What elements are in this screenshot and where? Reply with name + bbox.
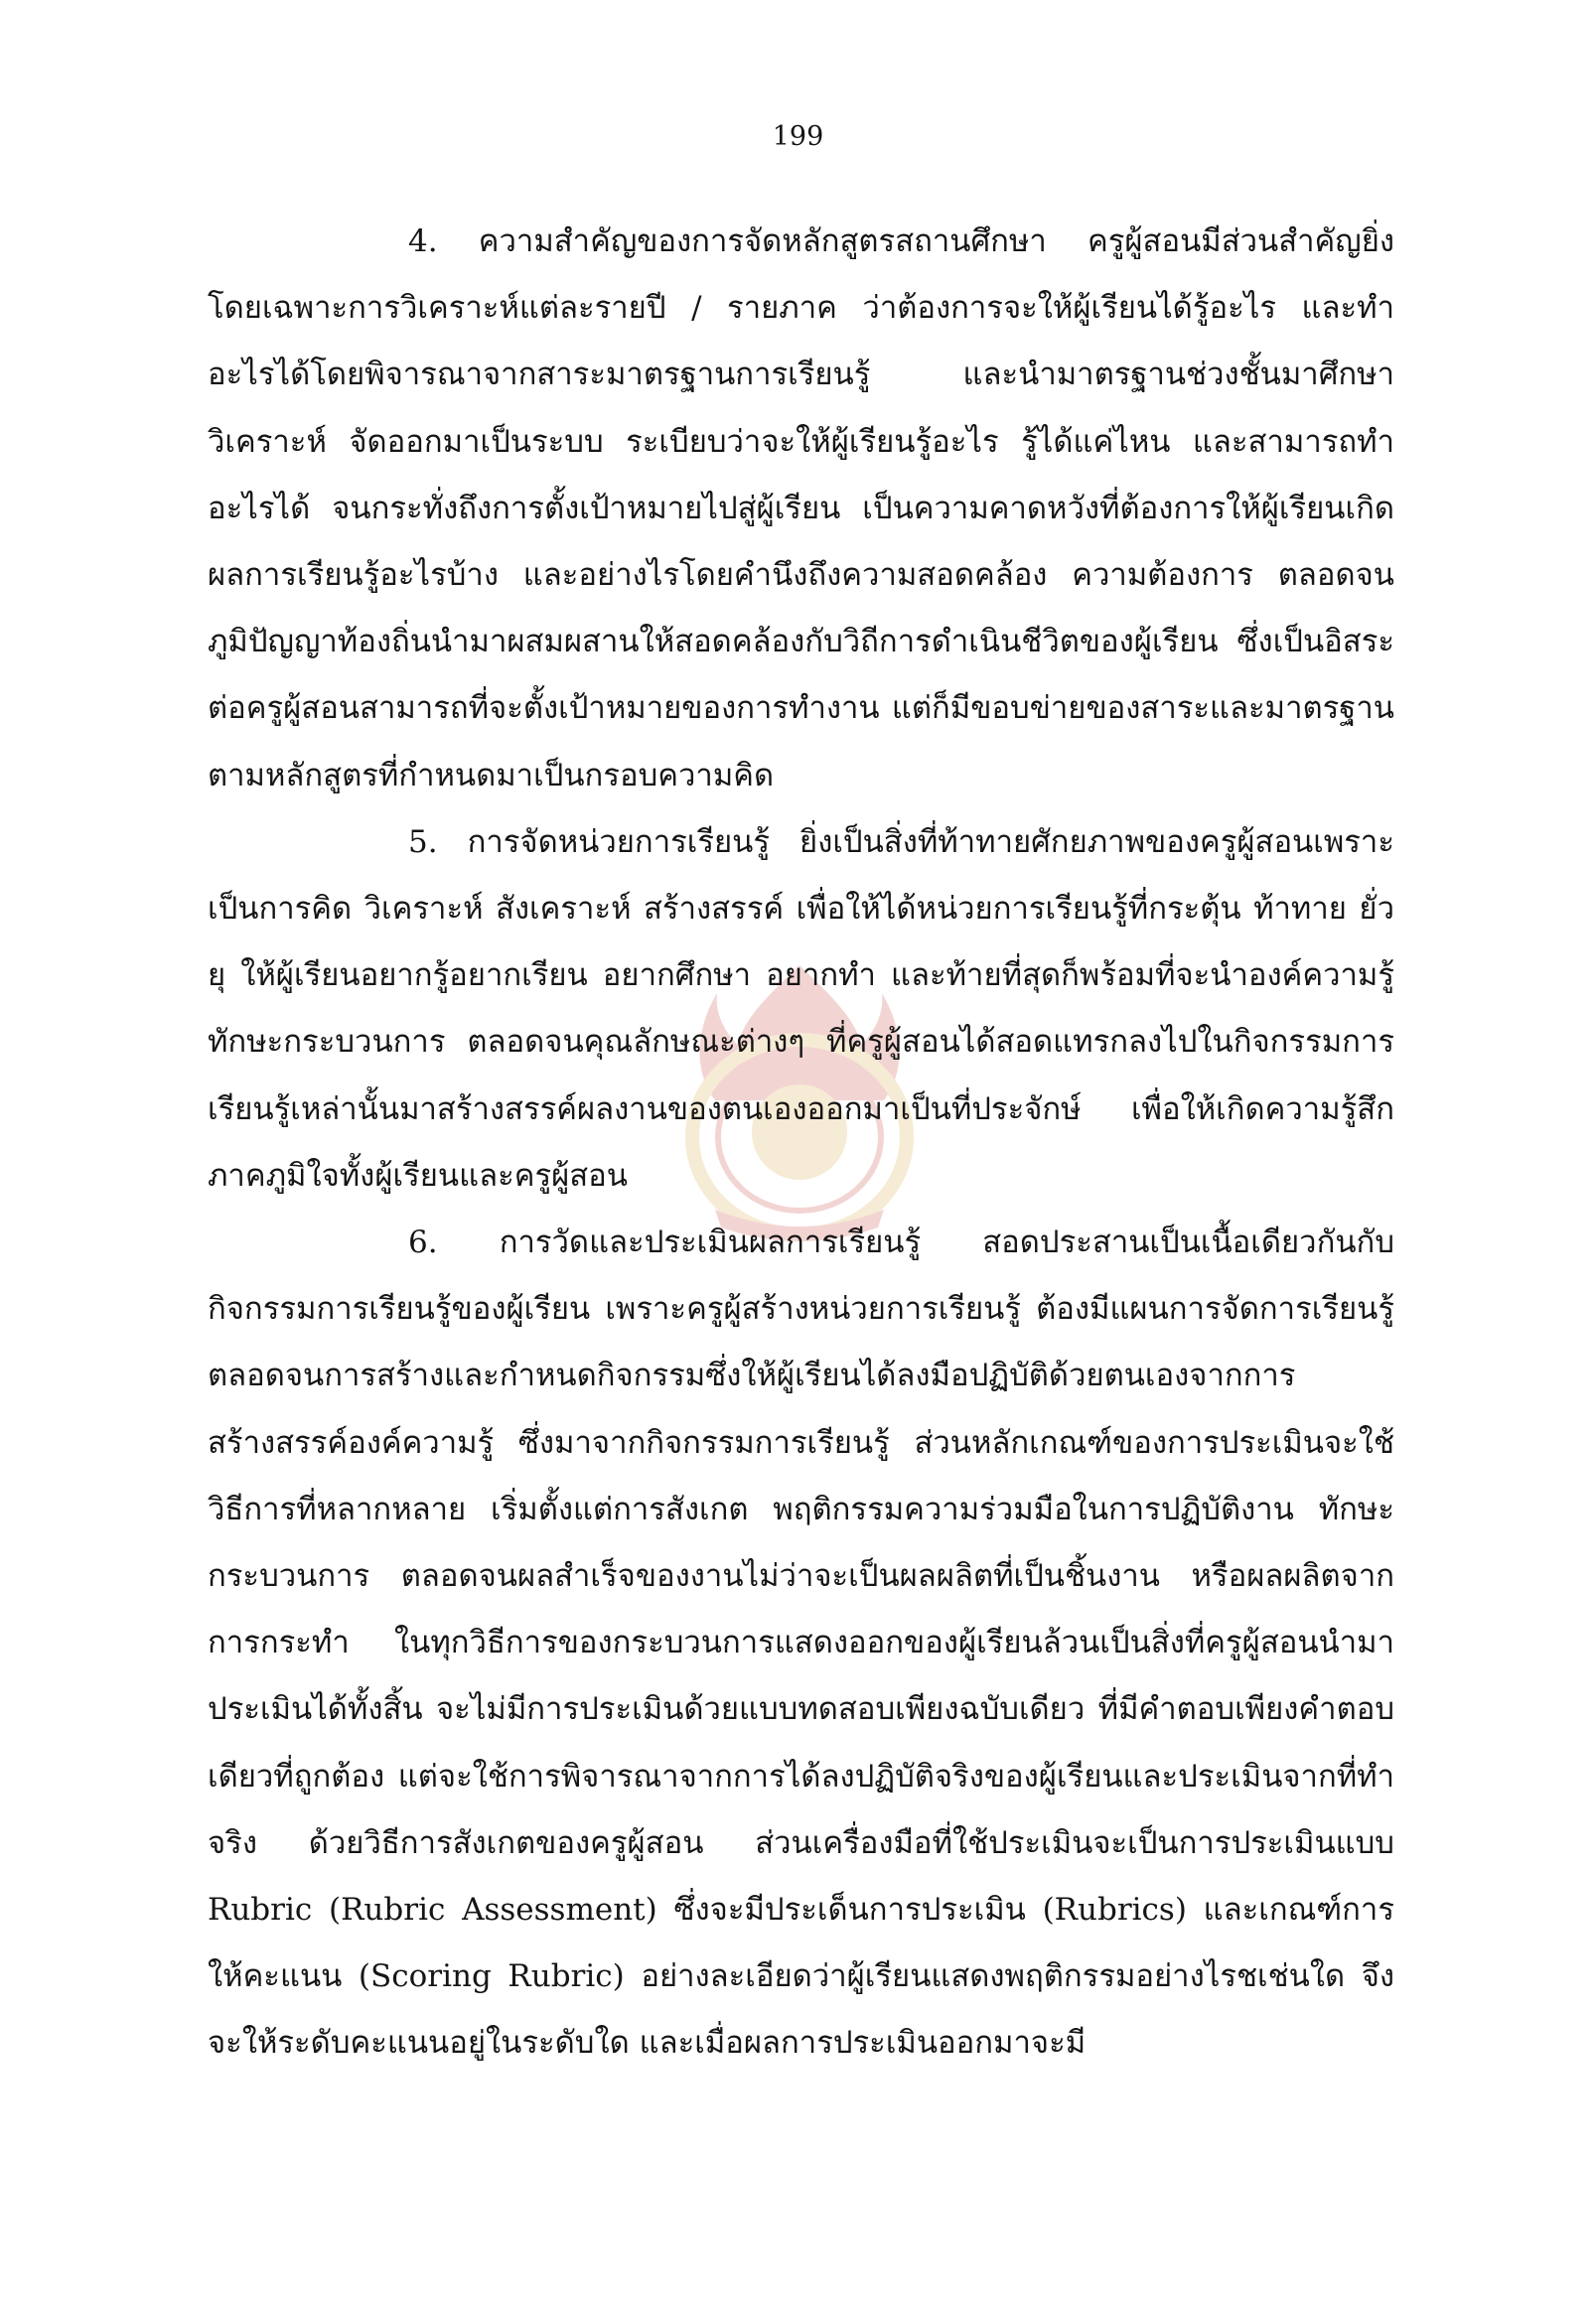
document-body bbox=[208, 209, 1394, 2078]
paragraph-4: 4. ความสำคัญของการจัดหลักสูตรสถานศึกษา ครูผู้สอนมีส่วนสำคัญยิ่ง โดยเฉพาะการวิเคราะห์แต่ละรายปี / รายภาค ว่าต้องการจะให้ผู้เรียนได้รู้อะไร และทำอะไรได้โดยพิจารณาจากสาระมาตรฐานการเรียนรู้ และนำมาตรฐานช่วงชั้นมาศึกษาวิเคราะห์ จัดออกมาเป็นระบบ ระเบียบว่าจะให้ผู้เรียนรู้อะไร รู้ได้แค่ไหน และสามารถทำอะไรได้ จนกระทั่งถึงการตั้งเป้าหมายไปสู่ผู้เรียน เป็นความคาดหวังที่ต้องการให้ผู้เรียนเกิดผลการเรียนรู้อะไรบ้าง และอย่างไรโดยคำนึงถึงความสอดคล้อง ความต้องการ ตลอดจนภูมิปัญญาท้องถิ่นนำมาผสมผสานให้สอดคล้องกับวิถีการดำเนินชีวิตของผู้เรียน ซึ่งเป็นอิสระต่อครูผู้สอนสามารถที่จะตั้งเป้าหมายของการทำงาน แต่ก็มีขอบข่ายของสาระและมาตรฐานตามหลักสูตรที่กำหนดมาเป็นกรอบความคิด bbox=[208, 223, 1394, 793]
paragraph-5: 5. การจัดหน่วยการเรียนรู้ ยิ่งเป็นสิ่งที่ท้าทายศักยภาพของครูผู้สอนเพราะเป็นการคิด วิเคราะห์ สังเคราะห์ สร้างสรรค์ เพื่อให้ได้หน่วยการเรียนรู้ที่กระตุ้น ท้าทาย ยั่วยุ ให้ผู้เรียนอยากรู้อยากเรียน อยากศึกษา อยากทำ และท้ายที่สุดก็พร้อมที่จะนำองค์ความรู้ ทักษะกระบวนการ ตลอดจนคุณลักษณะต่างๆ ที่ครูผู้สอนได้สอดแทรกลงไปในกิจกรรมการเรียนรู้เหล่านั้นมาสร้างสรรค์ผลงานของตนเองออกมาเป็นที่ประจักษ์ เพื่อให้เกิดความรู้สึกภาคภูมิใจทั้งผู้เรียนและครูผู้สอน bbox=[208, 823, 1394, 1194]
paragraph-6: 6. การวัดและประเมินผลการเรียนรู้ สอดประสานเป็นเนื้อเดียวกันกับกิจกรรมการเรียนรู้ของผู้เรียน เพราะครูผู้สร้างหน่วยการเรียนรู้ ต้องมีแผนการจัดการเรียนรู้ตลอดจนการสร้างและกำหนดกิจกรรมซึ่งให้ผู้เรียนได้ลงมือปฏิบัติด้วยตนเองจากการสร้างสรรค์องค์ความรู้ ซึ่งมาจากกิจกรรมการเรียนรู้ ส่วนหลักเกณฑ์ของการประเมินจะใช้วิธีการที่หลากหลาย เริ่มตั้งแต่การสังเกต พฤติกรรมความร่วมมือในการปฏิบัติงาน ทักษะกระบวนการ ตลอดจนผลสำเร็จของงานไม่ว่าจะเป็นผลผลิตที่เป็นชิ้นงาน หรือผลผลิตจากการกระทำ ในทุกวิธีการของกระบวนการแสดงออกของผู้เรียนล้วนเป็นสิ่งที่ครูผู้สอนนำมาประเมินได้ทั้งสิ้น จะไม่มีการประเมินด้วยแบบทดสอบเพียงฉบับเดียว ที่มีคำตอบเพียงคำตอบเดียวที่ถูกต้อง แต่จะใช้การพิจารณาจากการได้ลงปฏิบัติจริงของผู้เรียนและประเมินจากที่ทำจริง ด้วยวิธีการสังเกตของครูผู้สอน ส่วนเครื่องมือที่ใช้ประเมินจะเป็นการประเมินแบบ Rubric (Rubric Assessment) ซึ่งจะมีประเด็นการประเมิน (Rubrics) และเกณฑ์การให้คะแนน (Scoring Rubric) อย่างละเอียดว่าผู้เรียนแสดงพฤติกรรมอย่างไรชเช่นใด จึงจะให้ระดับคะแนนอยู่ในระดับใด และเมื่อผลการประเมินออกมาจะมี bbox=[208, 1224, 1394, 2062]
page-number: 199 bbox=[772, 121, 824, 152]
